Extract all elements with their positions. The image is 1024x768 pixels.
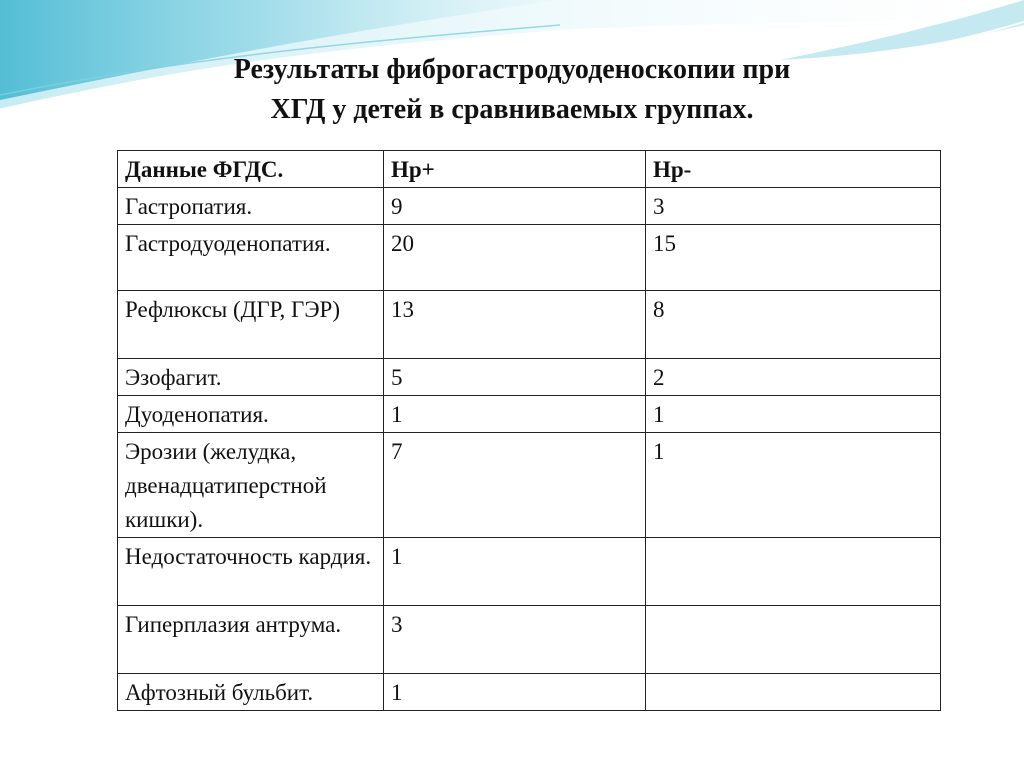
slide-title: [112, 50, 912, 130]
hp-plus-value: 1: [384, 396, 646, 433]
hp-plus-value: 13: [384, 291, 646, 359]
header-cell-hp-minus: Hp-: [646, 151, 941, 188]
hp-minus-value: 8: [646, 291, 941, 359]
row-label: Гастродуоденопатия.: [118, 225, 384, 291]
hp-minus-value: 3: [646, 188, 941, 225]
hp-plus-value: 9: [384, 188, 646, 225]
table-row: [118, 359, 941, 396]
hp-plus-value: 5: [384, 359, 646, 396]
hp-minus-value: [646, 538, 941, 606]
row-label: Гиперплазия антрума.: [118, 606, 384, 674]
hp-minus-value: 2: [646, 359, 941, 396]
table-row: [118, 606, 941, 674]
table-row: [118, 433, 941, 538]
table-row: [118, 674, 941, 711]
row-label: Гастропатия.: [118, 188, 384, 225]
table-row: [118, 538, 941, 606]
header-cell-hp-plus: Hp+: [384, 151, 646, 188]
row-label: Рефлюксы (ДГР, ГЭР): [118, 291, 384, 359]
hp-plus-value: 1: [384, 674, 646, 711]
row-label: Афтозный бульбит.: [118, 674, 384, 711]
table-header-row: [118, 151, 941, 188]
fgds-results-table: [117, 150, 941, 711]
hp-plus-value: 20: [384, 225, 646, 291]
hp-minus-value: 15: [646, 225, 941, 291]
title-line-2: ХГД у детей в сравниваемых группах.: [270, 94, 754, 125]
hp-plus-value: 1: [384, 538, 646, 606]
hp-minus-value: 1: [646, 433, 941, 538]
row-label: Недостаточность кардия.: [118, 538, 384, 606]
header-cell-data: Данные ФГДС.: [118, 151, 384, 188]
hp-plus-value: 7: [384, 433, 646, 538]
title-line-1: Результаты фиброгастродуоденоскопии при: [233, 54, 791, 85]
table-row: [118, 291, 941, 359]
hp-minus-value: 1: [646, 396, 941, 433]
table-row: [118, 396, 941, 433]
row-label: Эрозии (желудка, двенадцатиперстной кишки).: [118, 433, 384, 538]
hp-plus-value: 3: [384, 606, 646, 674]
table-row: [118, 225, 941, 291]
hp-minus-value: [646, 606, 941, 674]
hp-minus-value: [646, 674, 941, 711]
row-label: Дуоденопатия.: [118, 396, 384, 433]
row-label: Эзофагит.: [118, 359, 384, 396]
table-row: [118, 188, 941, 225]
